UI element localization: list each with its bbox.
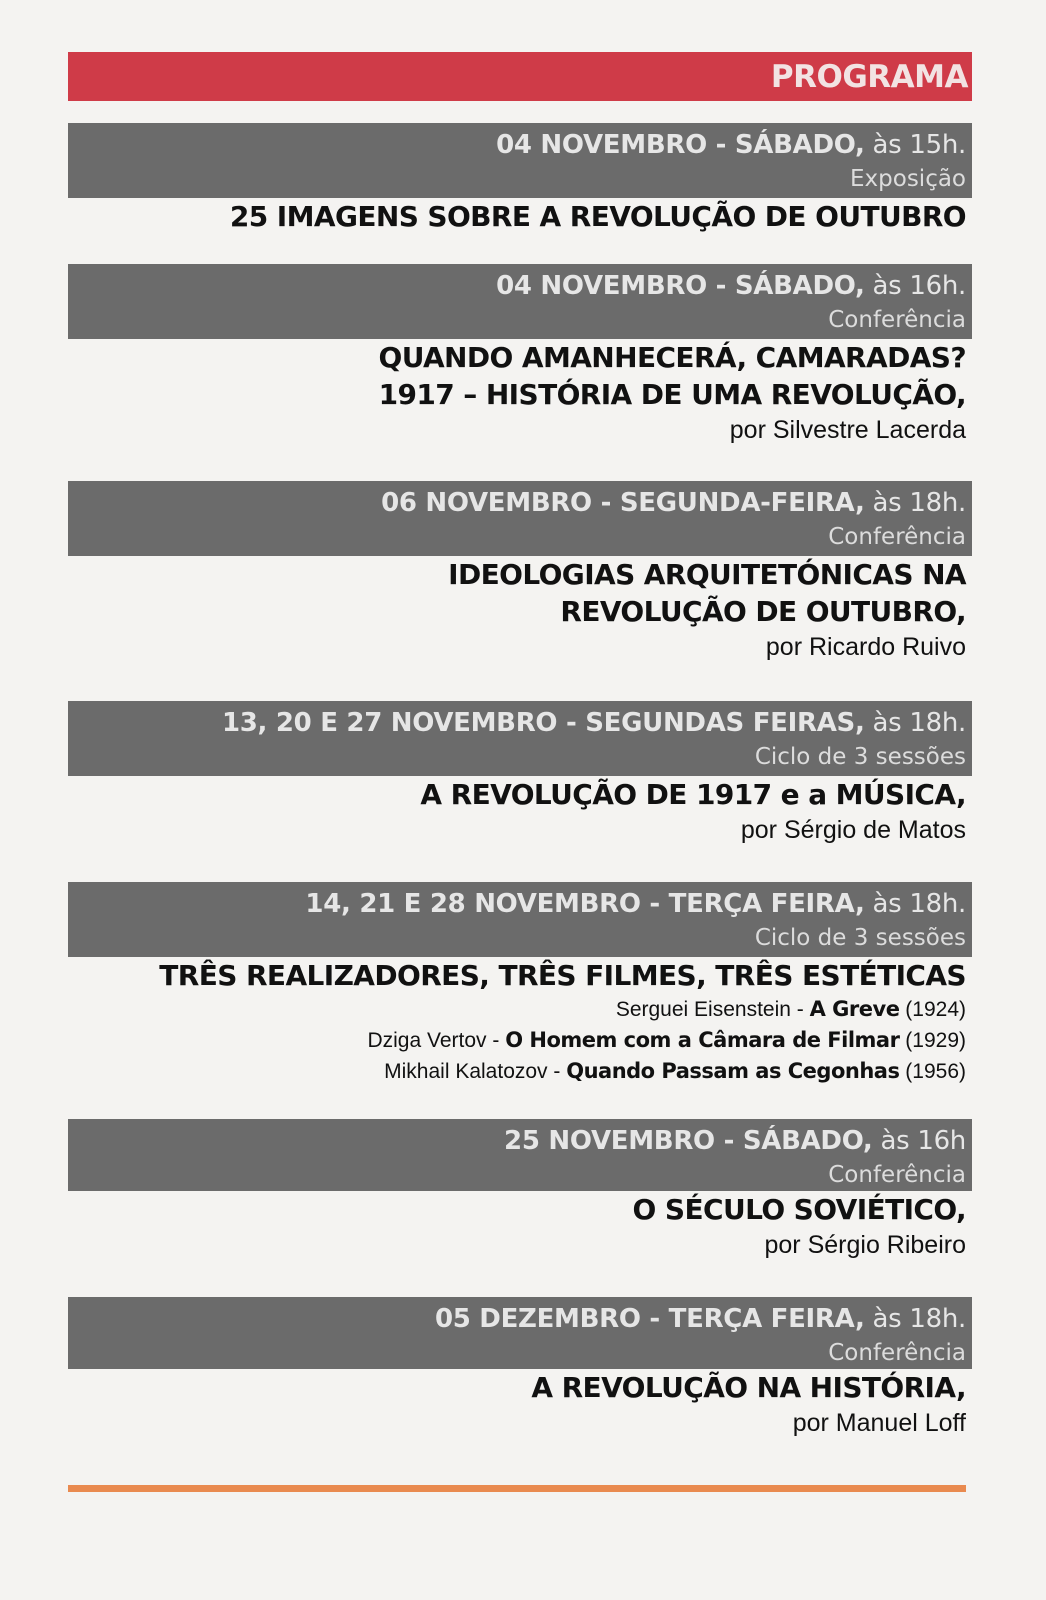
film-director: Serguei Eisenstein - bbox=[615, 998, 810, 1021]
program-page bbox=[68, 52, 972, 1441]
event-date-bar bbox=[68, 264, 972, 339]
event-time: às 16h. bbox=[872, 271, 966, 301]
event-date: 04 NOVEMBRO - SÁBADO, bbox=[496, 130, 865, 160]
event-date-bar bbox=[68, 123, 972, 198]
event-title: 25 IMAGENS SOBRE A REVOLUÇÃO DE OUTUBRO bbox=[229, 200, 966, 233]
event-date-bar bbox=[68, 1297, 972, 1369]
event-speaker: por Silvestre Lacerda bbox=[729, 416, 966, 444]
event-time: às 18h. bbox=[872, 488, 966, 518]
film-director: Mikhail Kalatozov - bbox=[384, 1060, 567, 1083]
film-title: Quando Passam as Cegonhas bbox=[566, 1059, 900, 1083]
event-title: IDEOLOGIAS ARQUITETÓNICAS NA bbox=[448, 558, 966, 591]
event-time: às 15h. bbox=[872, 130, 966, 160]
event-type: Conferência bbox=[828, 524, 966, 550]
event-title: REVOLUÇÃO DE OUTUBRO, bbox=[560, 595, 966, 628]
event-speaker: por Ricardo Ruivo bbox=[765, 633, 966, 661]
film-year: (1924) bbox=[899, 998, 966, 1021]
event-5 bbox=[68, 882, 972, 1087]
event-type: Conferência bbox=[828, 307, 966, 333]
event-date-bar bbox=[68, 882, 972, 957]
event-time: às 18h. bbox=[872, 708, 966, 738]
event-time: às 18h. bbox=[872, 1304, 966, 1334]
event-6 bbox=[68, 1119, 972, 1263]
film-entry bbox=[68, 1025, 966, 1056]
film-year: (1929) bbox=[899, 1029, 966, 1052]
event-title: QUANDO AMANHECERÁ, CAMARADAS? bbox=[378, 341, 966, 374]
film-entry bbox=[68, 1056, 966, 1087]
event-title: A REVOLUÇÃO NA HISTÓRIA, bbox=[531, 1371, 966, 1404]
program-title: PROGRAMA bbox=[770, 58, 968, 95]
event-type: Conferência bbox=[828, 1340, 966, 1366]
event-1 bbox=[68, 123, 972, 235]
event-type: Conferência bbox=[828, 1162, 966, 1188]
event-speaker: por Sérgio de Matos bbox=[740, 816, 966, 844]
event-speaker: por Manuel Loff bbox=[792, 1409, 966, 1437]
event-title: TRÊS REALIZADORES, TRÊS FILMES, TRÊS ESTÉTICAS bbox=[159, 959, 966, 992]
program-header-bar bbox=[68, 52, 972, 101]
film-title: O Homem com a Câmara de Filmar bbox=[505, 1028, 900, 1052]
event-title: O SÉCULO SOVIÉTICO, bbox=[632, 1193, 966, 1226]
event-date: 13, 20 E 27 NOVEMBRO - SEGUNDAS FEIRAS, bbox=[221, 708, 865, 738]
event-3 bbox=[68, 481, 972, 665]
event-time: às 16h bbox=[880, 1126, 966, 1156]
film-director: Dziga Vertov - bbox=[367, 1029, 506, 1052]
event-type: Ciclo de 3 sessões bbox=[754, 744, 966, 770]
film-year: (1956) bbox=[899, 1060, 966, 1083]
event-date: 25 NOVEMBRO - SÁBADO, bbox=[504, 1126, 873, 1156]
event-4 bbox=[68, 701, 972, 848]
event-type: Ciclo de 3 sessões bbox=[754, 925, 966, 951]
event-speaker: por Sérgio Ribeiro bbox=[764, 1231, 966, 1259]
event-title: 1917 – HISTÓRIA DE UMA REVOLUÇÃO, bbox=[378, 378, 966, 411]
event-date-bar bbox=[68, 1119, 972, 1191]
event-date: 14, 21 E 28 NOVEMBRO - TERÇA FEIRA, bbox=[305, 889, 865, 919]
event-date: 05 DEZEMBRO - TERÇA FEIRA, bbox=[434, 1304, 865, 1334]
event-time: às 18h. bbox=[872, 889, 966, 919]
film-title: A Greve bbox=[809, 997, 900, 1021]
event-2 bbox=[68, 264, 972, 448]
event-date: 04 NOVEMBRO - SÁBADO, bbox=[496, 271, 865, 301]
event-7 bbox=[68, 1297, 972, 1441]
footer-rule bbox=[68, 1485, 966, 1492]
event-title: A REVOLUÇÃO DE 1917 e a MÚSICA, bbox=[420, 778, 966, 811]
event-date-bar bbox=[68, 481, 972, 556]
event-date: 06 NOVEMBRO - SEGUNDA-FEIRA, bbox=[381, 488, 865, 518]
event-type: Exposição bbox=[850, 166, 966, 192]
event-date-bar bbox=[68, 701, 972, 776]
film-entry bbox=[68, 994, 966, 1025]
